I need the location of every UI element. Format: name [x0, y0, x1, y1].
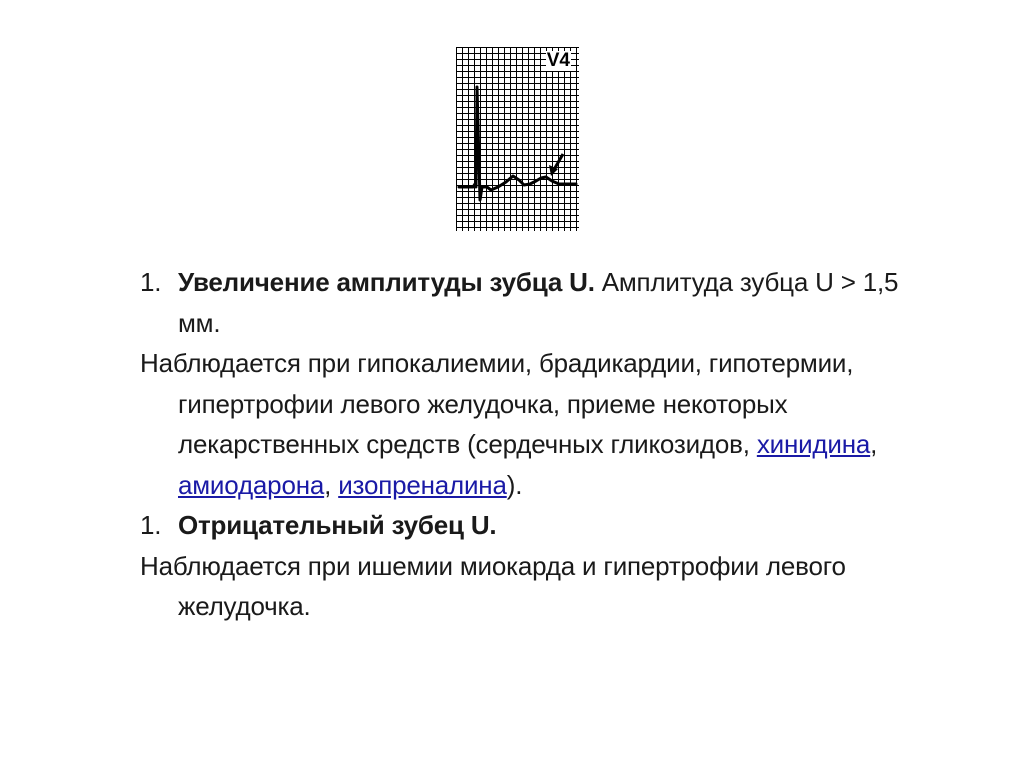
list-item-negative-u-wave — [140, 505, 900, 546]
list-number: 1. — [140, 267, 162, 297]
paragraph-ischemia: Наблюдается при ишемии миокарда и гипертрофии левого желудочка. — [140, 550, 846, 621]
paragraph-text: Наблюдается при гипокалиемии, брадикардии, гипотермии, гипертрофии левого желудочка, приеме некоторых лекарственных средств (сердечных гликозидов, — [140, 348, 854, 459]
link-isoprenaline[interactable]: изопреналина — [338, 469, 507, 500]
separator: , — [870, 429, 878, 459]
item-heading: Увеличение амплитуды зубца U. — [178, 267, 595, 297]
ecg-grid — [456, 47, 579, 231]
list-number: 1. — [140, 510, 162, 540]
ecg-figure — [456, 47, 579, 231]
item-heading: Отрицательный зубец U. — [178, 510, 497, 540]
list-item-u-wave-amplitude — [140, 262, 900, 343]
link-amiodarone[interactable]: амиодарона — [178, 469, 325, 500]
link-quinidine[interactable]: хинидина — [756, 429, 871, 459]
separator: , — [324, 469, 339, 500]
item-detail: Амплитуда зубца U > 1,5 мм. — [178, 267, 899, 338]
lead-label: V4 — [546, 50, 570, 71]
paragraph-causes — [140, 343, 900, 505]
paragraph-end: ). — [506, 469, 523, 500]
slide-content — [140, 262, 900, 627]
